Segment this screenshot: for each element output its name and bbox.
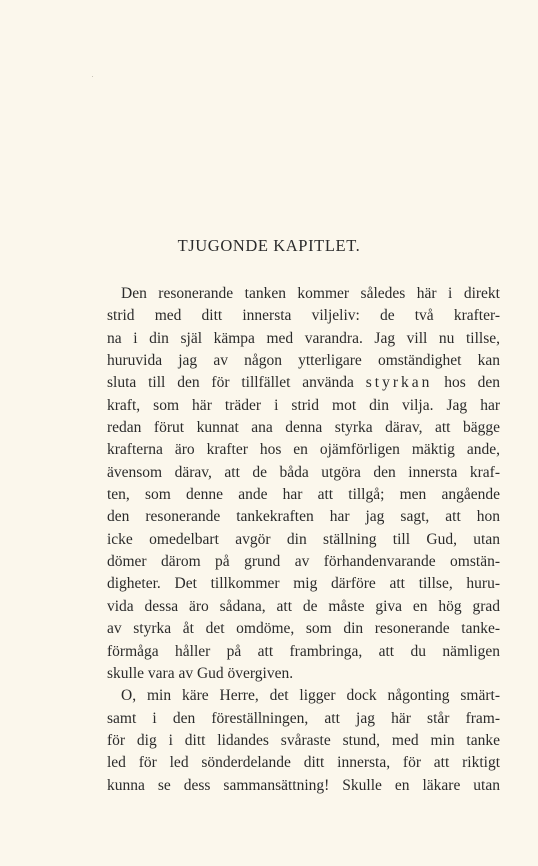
chapter-body <box>107 283 500 797</box>
text-line: av styrka åt det omdöme, som din resonerande tanke- <box>107 620 500 638</box>
text-line: kunna se dess sammansättning! Skulle en läkare utan <box>107 776 500 794</box>
text-fragment: sluta till den för tillfället använda <box>107 374 354 392</box>
text-line: icke omedelbart avgör din ställning till Gud, utan <box>107 530 500 548</box>
text-line: Den resonerande tanken kommer således här i direkt <box>121 285 500 302</box>
text-line: ten, som denne ande har att tillgå; men angående <box>107 486 500 504</box>
text-line: O, min käre Herre, det ligger dock någonting smärt- <box>121 687 500 705</box>
text-line: led för led sönderdelande ditt innersta, för att riktigt <box>107 754 500 772</box>
emphasized-word: styrkan <box>365 374 433 392</box>
text-line: den resonerande tankekraften har jag sagt, att hon <box>107 508 500 526</box>
text-line-with-emphasis <box>107 372 500 394</box>
text-line: förmåga håller på att frambringa, att du nämligen <box>107 642 500 660</box>
text-line: ävensom därav, att de båda utgöra den innersta kraf- <box>107 463 500 481</box>
text-line: samt i den föreställningen, att jag här står fram- <box>107 709 500 727</box>
text-fragment: hos den <box>444 374 501 392</box>
text-line: för dig i ditt lidandes svåraste stund, med min tanke <box>107 731 500 749</box>
chapter-title: TJUGONDE KAPITLET. <box>177 236 361 255</box>
text-line: strid med ditt innersta viljeliv: de två krafter- <box>107 307 500 325</box>
text-line: vida dessa äro sådana, att de måste giva en hög grad <box>107 597 500 615</box>
text-line: kraft, som här träder i strid mot din vilja. Jag har <box>107 396 500 414</box>
text-line: krafterna äro krafter hos en ojämförligen mäktig ande, <box>107 441 500 459</box>
text-line: huruvida jag av någon ytterligare omständighet kan <box>107 352 500 370</box>
text-line: dömer därom på grund av förhandenvarande omstän- <box>107 553 500 571</box>
text-line: digheter. Det tillkommer mig därföre att tillse, huru- <box>107 575 500 593</box>
paper-speck <box>92 76 93 77</box>
text-line: redan förut kunnat ana denna styrka därav, att bägge <box>107 419 500 437</box>
text-line: skulle vara av Gud övergiven. <box>107 664 294 682</box>
text-line: na i din själ kämpa med varandra. Jag vill nu tillse, <box>107 329 500 347</box>
